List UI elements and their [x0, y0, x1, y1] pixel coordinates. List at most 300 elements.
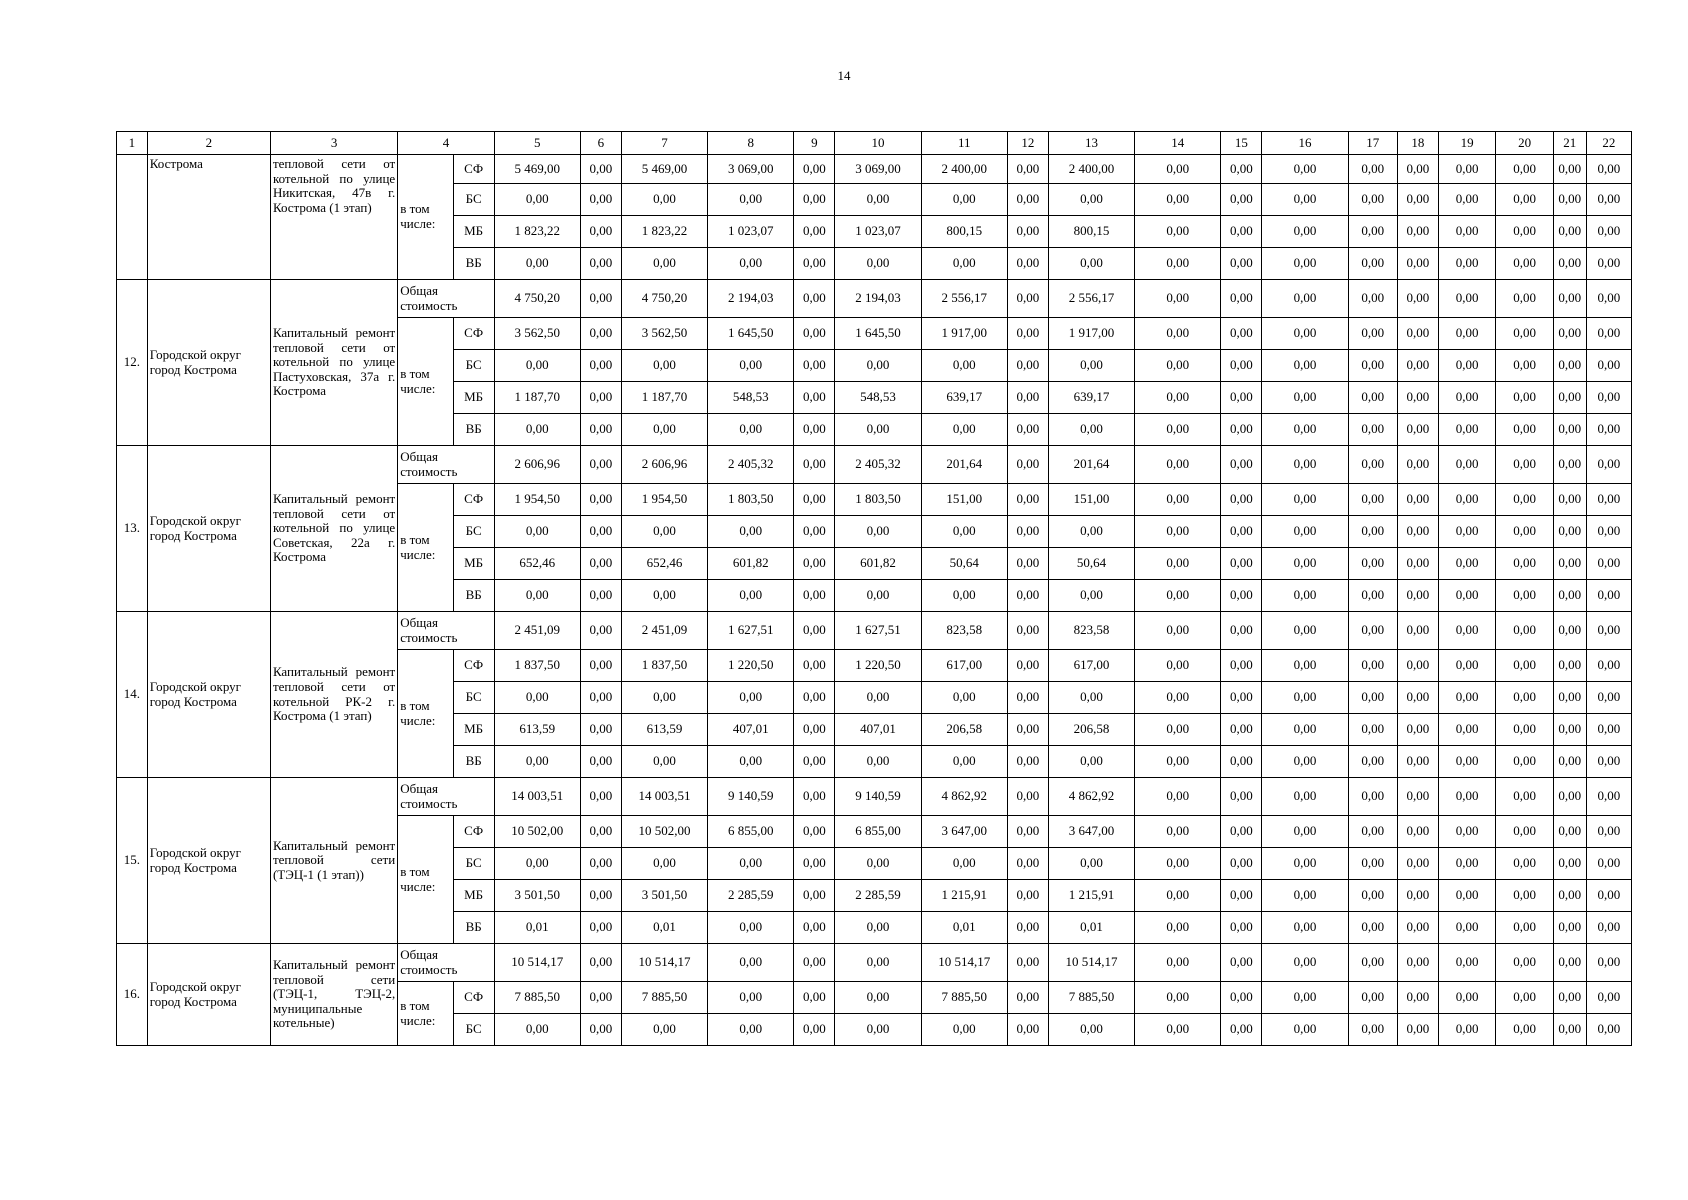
- value-cell: 0,00: [1348, 816, 1397, 848]
- value-cell: 0,00: [1553, 880, 1586, 912]
- value-cell: 0,00: [1438, 880, 1495, 912]
- value-cell: 0,00: [1586, 1014, 1631, 1046]
- item-number: 14.: [117, 612, 148, 778]
- value-cell: 0,00: [1135, 516, 1221, 548]
- value-cell: 2 194,03: [835, 280, 921, 318]
- column-number-cell: 6: [580, 132, 621, 155]
- municipality-cell: Городской округ город Кострома: [147, 944, 270, 1046]
- value-cell: 0,00: [1586, 778, 1631, 816]
- value-cell: 0,00: [494, 1014, 580, 1046]
- value-cell: 0,00: [1262, 548, 1348, 580]
- value-cell: 0,00: [1007, 184, 1048, 216]
- value-cell: 0,00: [621, 516, 707, 548]
- column-number-cell: 9: [794, 132, 835, 155]
- value-cell: 0,00: [1553, 216, 1586, 248]
- value-cell: 0,00: [1496, 446, 1553, 484]
- value-cell: 0,00: [1262, 382, 1348, 414]
- value-cell: 0,00: [1553, 816, 1586, 848]
- value-cell: 0,00: [1438, 516, 1495, 548]
- value-cell: 0,00: [1586, 650, 1631, 682]
- value-cell: 2 451,09: [621, 612, 707, 650]
- value-cell: 14 003,51: [494, 778, 580, 816]
- value-cell: 0,00: [1348, 184, 1397, 216]
- value-cell: 0,00: [1221, 350, 1262, 382]
- value-cell: 0,00: [1221, 382, 1262, 414]
- value-cell: 1 823,22: [494, 216, 580, 248]
- value-cell: 0,00: [1007, 848, 1048, 880]
- value-cell: 0,00: [621, 1014, 707, 1046]
- value-cell: 6 855,00: [835, 816, 921, 848]
- value-cell: 0,00: [580, 682, 621, 714]
- value-cell: 0,00: [1553, 382, 1586, 414]
- column-number-cell: 15: [1221, 132, 1262, 155]
- value-cell: 2 451,09: [494, 612, 580, 650]
- value-cell: 0,00: [794, 580, 835, 612]
- funding-source-code: БС: [453, 1014, 494, 1046]
- value-cell: 0,00: [1221, 155, 1262, 184]
- value-cell: 0,00: [835, 350, 921, 382]
- value-cell: 0,00: [794, 816, 835, 848]
- value-cell: 0,00: [1438, 318, 1495, 350]
- value-cell: 0,00: [708, 414, 794, 446]
- value-cell: 10 514,17: [1048, 944, 1134, 982]
- value-cell: 1 627,51: [835, 612, 921, 650]
- value-cell: 0,00: [1007, 778, 1048, 816]
- value-cell: 0,00: [1496, 318, 1553, 350]
- value-cell: 0,00: [1553, 280, 1586, 318]
- value-cell: 0,00: [580, 1014, 621, 1046]
- value-cell: 2 556,17: [921, 280, 1007, 318]
- value-cell: 0,00: [1348, 446, 1397, 484]
- value-cell: 0,00: [1262, 216, 1348, 248]
- value-cell: 0,00: [1221, 944, 1262, 982]
- value-cell: 1 917,00: [1048, 318, 1134, 350]
- value-cell: 0,00: [1221, 778, 1262, 816]
- value-cell: 0,00: [794, 1014, 835, 1046]
- value-cell: 0,00: [494, 184, 580, 216]
- value-cell: 0,00: [921, 848, 1007, 880]
- value-cell: 0,00: [794, 184, 835, 216]
- total-cost-label: Общая стоимость: [398, 778, 494, 816]
- value-cell: 0,00: [1262, 816, 1348, 848]
- value-cell: 0,00: [1221, 580, 1262, 612]
- value-cell: 0,00: [1438, 848, 1495, 880]
- value-cell: 0,00: [621, 746, 707, 778]
- value-cell: 0,00: [1496, 682, 1553, 714]
- value-cell: 0,00: [1262, 414, 1348, 446]
- value-cell: 0,00: [1397, 184, 1438, 216]
- value-cell: 0,00: [1586, 414, 1631, 446]
- value-cell: 0,00: [1553, 848, 1586, 880]
- value-cell: 0,00: [794, 516, 835, 548]
- value-cell: 0,00: [1496, 912, 1553, 944]
- value-cell: 0,00: [1048, 746, 1134, 778]
- including-label: в том числе:: [398, 816, 453, 944]
- value-cell: 0,00: [1586, 816, 1631, 848]
- value-cell: 0,00: [1262, 184, 1348, 216]
- value-cell: 652,46: [621, 548, 707, 580]
- value-cell: 2 194,03: [708, 280, 794, 318]
- value-cell: 201,64: [1048, 446, 1134, 484]
- column-number-cell: 12: [1007, 132, 1048, 155]
- value-cell: 0,00: [1553, 516, 1586, 548]
- value-cell: 0,00: [1135, 248, 1221, 280]
- object-description-cell: Капитальный ремонт тепловой сети (ТЭЦ-1 (1 этап)): [270, 778, 397, 944]
- value-cell: 0,00: [494, 248, 580, 280]
- value-cell: 0,00: [1397, 318, 1438, 350]
- value-cell: 0,00: [1397, 682, 1438, 714]
- value-cell: 0,00: [1262, 778, 1348, 816]
- value-cell: 0,00: [1438, 746, 1495, 778]
- value-cell: 0,00: [621, 350, 707, 382]
- object-description-cell: Капитальный ремонт тепловой сети от котельной по улице Советская, 22а г. Кострома: [270, 446, 397, 612]
- column-number-cell: 13: [1048, 132, 1134, 155]
- value-cell: 0,00: [1438, 1014, 1495, 1046]
- value-cell: 1 220,50: [708, 650, 794, 682]
- value-cell: 1 837,50: [621, 650, 707, 682]
- value-cell: 0,00: [1553, 746, 1586, 778]
- value-cell: 0,00: [1553, 350, 1586, 382]
- value-cell: 0,00: [1348, 944, 1397, 982]
- value-cell: 0,00: [1438, 682, 1495, 714]
- value-cell: 0,00: [1397, 848, 1438, 880]
- value-cell: 0,00: [1135, 280, 1221, 318]
- column-number-cell: 20: [1496, 132, 1553, 155]
- column-number-cell: 1: [117, 132, 148, 155]
- value-cell: 613,59: [621, 714, 707, 746]
- value-cell: 1 215,91: [921, 880, 1007, 912]
- value-cell: 0,00: [835, 944, 921, 982]
- value-cell: 0,00: [1135, 414, 1221, 446]
- value-cell: 0,00: [1348, 548, 1397, 580]
- value-cell: 0,00: [1007, 216, 1048, 248]
- value-cell: 0,00: [1438, 548, 1495, 580]
- value-cell: 0,00: [1348, 280, 1397, 318]
- value-cell: 0,00: [1397, 248, 1438, 280]
- value-cell: 0,00: [1135, 848, 1221, 880]
- value-cell: 0,00: [1135, 650, 1221, 682]
- value-cell: 2 400,00: [1048, 155, 1134, 184]
- value-cell: 0,00: [1553, 248, 1586, 280]
- item-number: [117, 155, 148, 280]
- value-cell: 0,00: [1007, 912, 1048, 944]
- value-cell: 0,00: [1135, 746, 1221, 778]
- value-cell: 0,00: [1007, 280, 1048, 318]
- value-cell: 0,00: [580, 848, 621, 880]
- value-cell: 823,58: [921, 612, 1007, 650]
- item-number: 16.: [117, 944, 148, 1046]
- value-cell: 50,64: [921, 548, 1007, 580]
- funding-source-code: МБ: [453, 880, 494, 912]
- value-cell: 0,00: [1397, 912, 1438, 944]
- column-number-cell: 18: [1397, 132, 1438, 155]
- value-cell: 0,00: [1496, 414, 1553, 446]
- value-cell: 0,00: [835, 912, 921, 944]
- value-cell: 0,00: [1221, 612, 1262, 650]
- value-cell: 0,00: [1553, 318, 1586, 350]
- value-cell: 0,00: [1348, 982, 1397, 1014]
- value-cell: 0,00: [1496, 1014, 1553, 1046]
- value-cell: 0,00: [794, 848, 835, 880]
- value-cell: 0,00: [1048, 1014, 1134, 1046]
- value-cell: 0,00: [1496, 746, 1553, 778]
- value-cell: 0,00: [621, 414, 707, 446]
- column-number-cell: 17: [1348, 132, 1397, 155]
- value-cell: 0,00: [708, 184, 794, 216]
- value-cell: 0,00: [1496, 714, 1553, 746]
- value-cell: 10 502,00: [621, 816, 707, 848]
- value-cell: 0,00: [1438, 778, 1495, 816]
- value-cell: 0,00: [1496, 484, 1553, 516]
- value-cell: 0,00: [1438, 912, 1495, 944]
- funding-source-code: БС: [453, 848, 494, 880]
- value-cell: 0,00: [580, 184, 621, 216]
- funding-source-code: БС: [453, 184, 494, 216]
- value-cell: 0,00: [621, 184, 707, 216]
- value-cell: 3 647,00: [1048, 816, 1134, 848]
- value-cell: 0,00: [1348, 778, 1397, 816]
- value-cell: 800,15: [921, 216, 1007, 248]
- value-cell: 0,00: [1348, 350, 1397, 382]
- value-cell: 0,00: [1586, 880, 1631, 912]
- value-cell: 0,00: [921, 414, 1007, 446]
- value-cell: 0,00: [1348, 848, 1397, 880]
- value-cell: 0,01: [494, 912, 580, 944]
- value-cell: 0,00: [1135, 446, 1221, 484]
- value-cell: 10 502,00: [494, 816, 580, 848]
- value-cell: 0,00: [835, 746, 921, 778]
- value-cell: 0,00: [794, 382, 835, 414]
- including-label: в том числе:: [398, 155, 453, 280]
- value-cell: 206,58: [921, 714, 1007, 746]
- value-cell: 0,00: [1135, 778, 1221, 816]
- value-cell: 0,00: [1348, 650, 1397, 682]
- value-cell: 0,00: [494, 848, 580, 880]
- value-cell: 0,00: [1348, 580, 1397, 612]
- value-cell: 800,15: [1048, 216, 1134, 248]
- value-cell: 1 187,70: [621, 382, 707, 414]
- value-cell: 0,00: [921, 350, 1007, 382]
- value-cell: 0,00: [1586, 155, 1631, 184]
- funding-source-code: ВБ: [453, 746, 494, 778]
- value-cell: 0,00: [1553, 446, 1586, 484]
- value-cell: 0,00: [1135, 714, 1221, 746]
- value-cell: 0,00: [708, 848, 794, 880]
- value-cell: 0,00: [835, 1014, 921, 1046]
- value-cell: 0,00: [708, 912, 794, 944]
- value-cell: 0,00: [1048, 682, 1134, 714]
- value-cell: 0,00: [1007, 682, 1048, 714]
- value-cell: 0,00: [580, 880, 621, 912]
- value-cell: 0,00: [1262, 880, 1348, 912]
- value-cell: 2 606,96: [621, 446, 707, 484]
- value-cell: 0,00: [1221, 848, 1262, 880]
- value-cell: 0,00: [580, 746, 621, 778]
- value-cell: 0,00: [1553, 682, 1586, 714]
- value-cell: 0,00: [621, 682, 707, 714]
- value-cell: 0,00: [1221, 414, 1262, 446]
- value-cell: 0,00: [1262, 248, 1348, 280]
- including-label: в том числе:: [398, 650, 453, 778]
- value-cell: 7 885,50: [494, 982, 580, 1014]
- column-number-row: [117, 132, 1632, 155]
- value-cell: 0,00: [794, 414, 835, 446]
- value-cell: 0,00: [1438, 414, 1495, 446]
- value-cell: 0,00: [1496, 848, 1553, 880]
- total-cost-label: Общая стоимость: [398, 280, 494, 318]
- value-cell: 0,00: [1262, 612, 1348, 650]
- value-cell: 0,00: [1007, 880, 1048, 912]
- value-cell: 0,00: [580, 248, 621, 280]
- value-cell: 0,00: [1007, 1014, 1048, 1046]
- value-cell: 0,00: [1348, 248, 1397, 280]
- value-cell: 0,00: [1262, 944, 1348, 982]
- value-cell: 0,00: [1262, 155, 1348, 184]
- value-cell: 0,00: [708, 580, 794, 612]
- value-cell: 0,00: [1262, 318, 1348, 350]
- total-cost-label: Общая стоимость: [398, 612, 494, 650]
- value-cell: 0,00: [580, 446, 621, 484]
- municipality-cell: Городской округ город Кострома: [147, 280, 270, 446]
- value-cell: 0,00: [1553, 580, 1586, 612]
- value-cell: 0,00: [1438, 944, 1495, 982]
- value-cell: 0,00: [921, 184, 1007, 216]
- value-cell: 0,00: [1221, 714, 1262, 746]
- value-cell: 0,00: [1135, 216, 1221, 248]
- value-cell: 0,00: [1438, 248, 1495, 280]
- value-cell: 0,00: [1438, 484, 1495, 516]
- funding-source-code: СФ: [453, 650, 494, 682]
- value-cell: 0,00: [1438, 714, 1495, 746]
- value-cell: 0,00: [580, 350, 621, 382]
- value-cell: 0,00: [794, 248, 835, 280]
- item-number: 12.: [117, 280, 148, 446]
- value-cell: 0,00: [1496, 248, 1553, 280]
- value-cell: 0,00: [1397, 484, 1438, 516]
- value-cell: 0,00: [1135, 382, 1221, 414]
- municipality-cell: Городской округ город Кострома: [147, 446, 270, 612]
- value-cell: 0,00: [1135, 580, 1221, 612]
- value-cell: 0,00: [1397, 880, 1438, 912]
- value-cell: 0,00: [1007, 446, 1048, 484]
- financing-table: [116, 131, 1632, 1046]
- value-cell: 0,00: [1007, 650, 1048, 682]
- value-cell: 0,00: [1496, 216, 1553, 248]
- value-cell: 652,46: [494, 548, 580, 580]
- value-cell: 0,00: [1221, 484, 1262, 516]
- value-cell: 0,00: [1048, 414, 1134, 446]
- value-cell: 0,00: [1221, 816, 1262, 848]
- value-cell: 0,00: [1007, 414, 1048, 446]
- value-cell: 0,00: [1586, 350, 1631, 382]
- value-cell: 0,00: [835, 248, 921, 280]
- value-cell: 0,00: [921, 248, 1007, 280]
- value-cell: 0,00: [1438, 612, 1495, 650]
- item-number: 15.: [117, 778, 148, 944]
- value-cell: 0,00: [621, 248, 707, 280]
- value-cell: 0,00: [921, 1014, 1007, 1046]
- municipality-cell: Кострома: [147, 155, 270, 280]
- value-cell: 0,00: [580, 982, 621, 1014]
- value-cell: 0,00: [1553, 612, 1586, 650]
- value-cell: 0,00: [794, 216, 835, 248]
- value-cell: 0,00: [1496, 816, 1553, 848]
- value-cell: 0,00: [1586, 446, 1631, 484]
- value-cell: 0,00: [1007, 318, 1048, 350]
- value-cell: 0,00: [621, 848, 707, 880]
- value-cell: 0,00: [794, 446, 835, 484]
- value-cell: 0,00: [580, 155, 621, 184]
- value-cell: 0,00: [921, 580, 1007, 612]
- value-cell: 0,00: [1438, 580, 1495, 612]
- total-row: [117, 280, 1632, 318]
- value-cell: 0,00: [580, 816, 621, 848]
- funding-source-code: СФ: [453, 318, 494, 350]
- column-number-cell: 2: [147, 132, 270, 155]
- value-cell: 0,00: [1348, 714, 1397, 746]
- value-cell: 0,00: [1262, 714, 1348, 746]
- value-cell: 0,00: [708, 982, 794, 1014]
- value-cell: 3 562,50: [621, 318, 707, 350]
- value-cell: 10 514,17: [494, 944, 580, 982]
- value-cell: 0,00: [1397, 414, 1438, 446]
- value-cell: 0,00: [1221, 650, 1262, 682]
- value-cell: 3 069,00: [708, 155, 794, 184]
- value-cell: 7 885,50: [621, 982, 707, 1014]
- value-cell: 0,00: [1553, 982, 1586, 1014]
- value-cell: 639,17: [1048, 382, 1134, 414]
- value-cell: 0,00: [1007, 548, 1048, 580]
- value-cell: 0,00: [1496, 155, 1553, 184]
- value-cell: 0,00: [1397, 155, 1438, 184]
- funding-source-code: БС: [453, 682, 494, 714]
- value-cell: 0,00: [1348, 516, 1397, 548]
- value-cell: 0,00: [580, 382, 621, 414]
- value-cell: 613,59: [494, 714, 580, 746]
- item-number: 13.: [117, 446, 148, 612]
- value-cell: 4 862,92: [1048, 778, 1134, 816]
- value-cell: 151,00: [921, 484, 1007, 516]
- value-cell: 407,01: [835, 714, 921, 746]
- value-cell: 0,00: [1221, 280, 1262, 318]
- value-cell: 7 885,50: [921, 982, 1007, 1014]
- value-cell: 0,00: [1221, 216, 1262, 248]
- value-cell: 0,00: [1348, 1014, 1397, 1046]
- value-cell: 0,00: [1348, 682, 1397, 714]
- value-cell: 0,00: [794, 682, 835, 714]
- value-cell: 1 645,50: [708, 318, 794, 350]
- value-cell: 0,00: [1135, 350, 1221, 382]
- value-cell: 0,00: [1262, 682, 1348, 714]
- value-cell: 0,00: [580, 516, 621, 548]
- value-cell: 1 954,50: [494, 484, 580, 516]
- value-cell: 0,01: [1048, 912, 1134, 944]
- value-cell: 823,58: [1048, 612, 1134, 650]
- value-cell: 0,00: [1262, 912, 1348, 944]
- value-cell: 1 803,50: [835, 484, 921, 516]
- value-cell: 0,00: [794, 350, 835, 382]
- value-cell: 4 750,20: [621, 280, 707, 318]
- value-cell: 0,00: [794, 612, 835, 650]
- value-cell: 2 405,32: [708, 446, 794, 484]
- value-cell: 0,00: [1496, 184, 1553, 216]
- object-description-cell: Капитальный ремонт тепловой сети от котельной по улице Пастуховская, 37а г. Кострома: [270, 280, 397, 446]
- value-cell: 1 187,70: [494, 382, 580, 414]
- value-cell: 548,53: [835, 382, 921, 414]
- column-number-cell: 14: [1135, 132, 1221, 155]
- value-cell: 0,00: [1397, 944, 1438, 982]
- value-cell: 0,00: [1221, 446, 1262, 484]
